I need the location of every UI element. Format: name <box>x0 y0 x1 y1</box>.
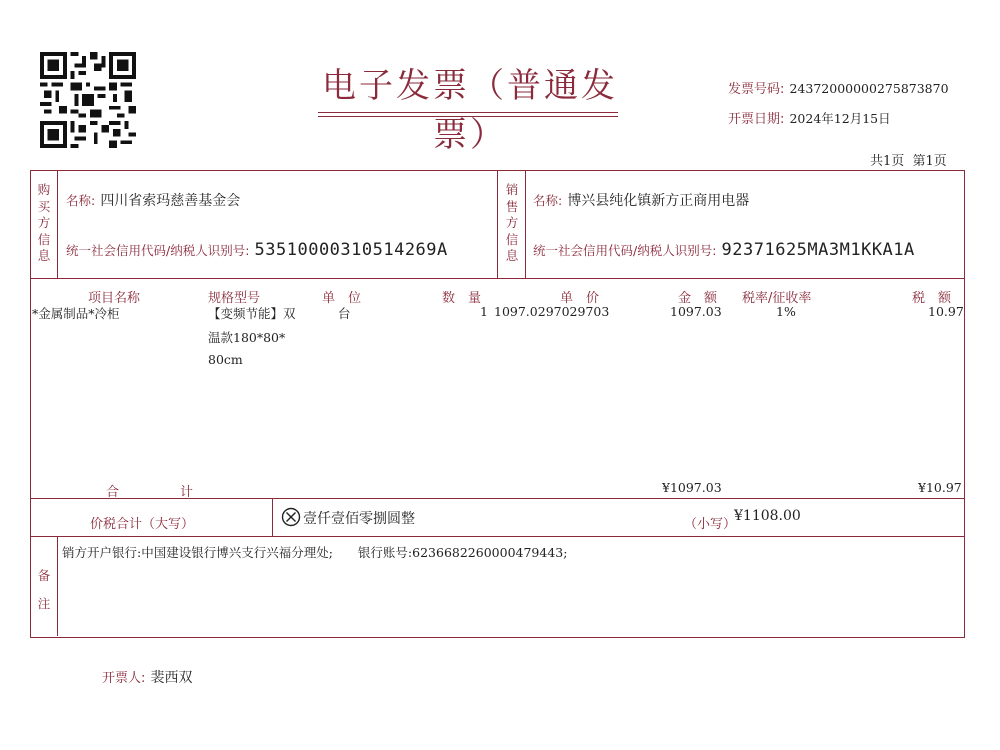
buyer-name: 四川省索玛慈善基金会 <box>100 193 241 209</box>
header-qty: 数 量 <box>442 291 482 306</box>
divider <box>30 536 965 537</box>
qr-code-image <box>40 52 136 148</box>
total-label-ji: 计 <box>180 485 194 500</box>
page-info: 共1页 第1页 <box>870 154 947 169</box>
total-amount: ¥1097.03 <box>662 480 722 495</box>
title-underline-2 <box>318 116 618 117</box>
invoice-number-row <box>728 78 949 97</box>
header-item-name: 项目名称 <box>88 291 141 306</box>
divider <box>525 170 526 278</box>
item-qty: 1 <box>480 304 488 319</box>
total-label-he: 合 <box>106 485 120 500</box>
invoice-date-label: 开票日期: <box>728 112 785 127</box>
remarks-label: 备注 <box>37 568 51 611</box>
grand-total-words: 壹仟壹佰零捌圆整 <box>303 511 415 527</box>
divider <box>57 536 58 636</box>
invoice-number: 24372000000275873870 <box>789 81 949 96</box>
header-unit: 单 位 <box>322 291 362 306</box>
item-spec-line3: 80cm <box>208 352 243 367</box>
grand-total-small-label: （小写） <box>684 517 737 532</box>
grand-total-number: ¥1108.00 <box>734 508 801 524</box>
header-tax: 税 额 <box>912 291 952 306</box>
header-spec: 规格型号 <box>208 291 261 306</box>
circled-x-icon <box>281 507 301 527</box>
seller-name-label: 名称: <box>533 193 563 208</box>
item-rate: 1% <box>776 304 796 319</box>
item-tax: 10.97 <box>928 304 964 319</box>
invoice-date: 2024年12月15日 <box>789 111 891 126</box>
divider <box>57 170 58 278</box>
remarks-text: 销方开户银行:中国建设银行博兴支行兴福分理处; 银行账号:6236682260000479443; <box>62 545 568 560</box>
item-unit: 台 <box>338 306 351 321</box>
header-price: 单 价 <box>560 291 600 306</box>
buyer-name-label: 名称: <box>66 193 96 208</box>
invoice-number-label: 发票号码: <box>728 82 785 97</box>
header-amount: 金 额 <box>678 291 718 306</box>
item-amount: 1097.03 <box>670 304 722 319</box>
item-price: 1097.0297029703 <box>494 304 610 319</box>
divider <box>30 278 965 279</box>
issuer-row <box>102 667 192 687</box>
invoice-date-row <box>728 108 891 127</box>
header-rate: 税率/征收率 <box>742 291 812 306</box>
issuer-label: 开票人: <box>102 671 146 686</box>
buyer-tax-label: 统一社会信用代码/纳税人识别号: <box>66 243 250 258</box>
total-tax: ¥10.97 <box>918 480 962 495</box>
buyer-tax-id: 53510000310514269A <box>254 240 448 260</box>
grand-total-label: 价税合计（大写） <box>90 517 195 532</box>
seller-tax-row <box>533 240 915 260</box>
item-spec-line2: 温款180*80* <box>208 330 286 345</box>
buyer-name-row <box>66 190 240 210</box>
seller-name-row <box>533 190 749 210</box>
divider <box>272 498 273 536</box>
title-underline <box>318 112 618 113</box>
seller-tax-label: 统一社会信用代码/纳税人识别号: <box>533 243 717 258</box>
buyer-tax-row <box>66 240 448 260</box>
divider <box>30 498 965 499</box>
seller-name: 博兴县纯化镇新方正商用电器 <box>567 193 750 209</box>
invoice-title: 电子发票（普通发票） <box>322 66 618 155</box>
item-spec-line1: 【变频节能】双 <box>208 306 296 321</box>
issuer-name: 裴西双 <box>150 670 193 686</box>
item-name: *金属制品*冷柜 <box>32 306 120 321</box>
buyer-section-label: 购买方信息 <box>37 182 51 263</box>
seller-section-label: 销售方信息 <box>505 182 519 263</box>
divider <box>497 170 498 278</box>
seller-tax-id: 92371625MA3M1KKA1A <box>721 240 915 260</box>
